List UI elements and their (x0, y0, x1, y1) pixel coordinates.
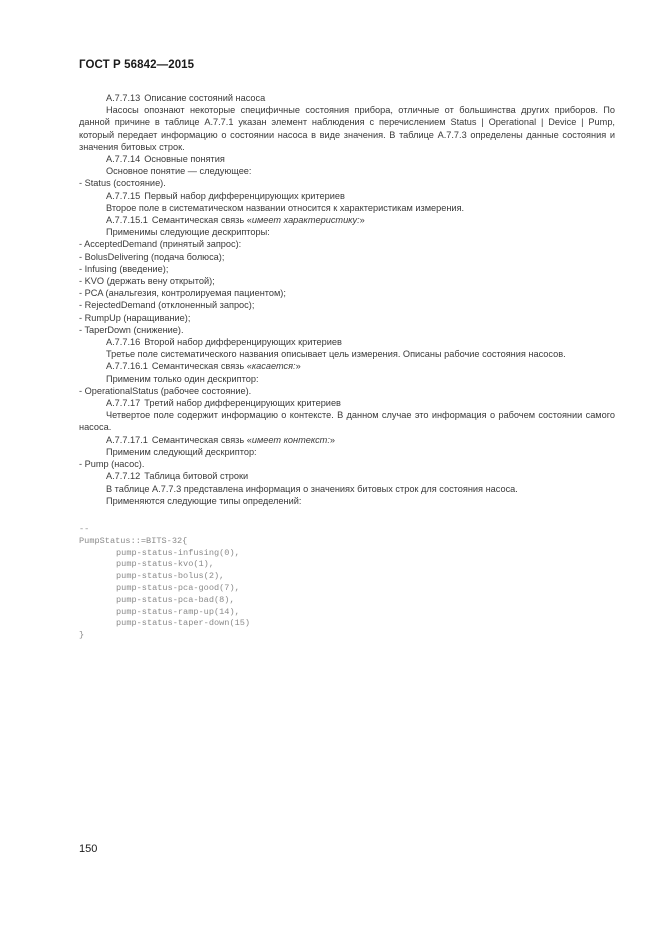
standard-header: ГОСТ Р 56842—2015 (79, 59, 195, 71)
body-paragraph: Насосы опознают некоторые специфичные состояния прибора, отличные от большинства других приборов. По данной причине в таблице А.7.7.1 указан элемент наблюдения с перечислением Status | Operational | Device | Pump, который передает информацию о состоянии насоса в виде значения. В таблице А.7.7.3 определены данные состояния и значения битовых строк. (79, 105, 615, 152)
body-paragraph: Второе поле в систематическом названии относится к характеристикам измерения. (106, 202, 465, 213)
closing-quote: » (359, 215, 365, 226)
body-paragraph: Четвертое поле содержит информацию о контексте. В данном случае это информация о рабочем состоянии самого насоса. (79, 410, 615, 433)
section-heading (79, 92, 615, 104)
section-title: Таблица битовой строки (144, 471, 249, 482)
relation-name: имеет характеристику: (251, 215, 360, 226)
section-heading (79, 190, 615, 202)
section-heading (79, 434, 615, 446)
section-title: Семантическая связь « (151, 215, 252, 226)
section-number: А.7.7.17.1 (106, 434, 148, 445)
section-number: А.7.7.15 (106, 190, 141, 201)
list-item: - BolusDelivering (подача болюса); (79, 251, 225, 262)
section-heading (79, 397, 615, 409)
body-paragraph: Применим только один дескриптор: (106, 373, 259, 384)
section-title: Основные понятия (144, 154, 225, 165)
code-line: PumpStatus::=BITS-32{ (79, 535, 188, 546)
section-number: А.7.7.13 (106, 93, 141, 103)
section-title: Семантическая связь « (151, 361, 252, 372)
section-title: Второй набор дифференцирующих критериев (144, 337, 342, 348)
body-paragraph: Применим следующий дескриптор: (106, 446, 257, 457)
list-item: - PCA (анальгезия, контролируемая пациентом); (79, 288, 286, 299)
section-heading (79, 360, 615, 372)
body-paragraph: Третье поле систематического названия описывает цель измерения. Описаны рабочие состояния насосов. (106, 349, 566, 360)
code-line: pump-status-ramp-up(14), (116, 606, 240, 617)
page-number: 150 (79, 843, 98, 855)
code-line: pump-status-taper-down(15) (116, 618, 251, 629)
list-item: - RumpUp (наращивание); (79, 312, 191, 323)
relation-name: касается: (251, 361, 296, 372)
code-block (79, 524, 250, 642)
list-item: - Status (состояние). (79, 178, 166, 189)
list-item: - OperationalStatus (рабочее состояние). (79, 385, 252, 396)
closing-quote: » (329, 434, 335, 445)
code-line: pump-status-infusing(0), (116, 547, 240, 558)
section-number: А.7.7.12 (106, 471, 141, 482)
body-paragraph: В таблице А.7.7.3 представлена информация о значениях битовых строк для состояния насоса. (106, 483, 518, 494)
section-number: А.7.7.17 (106, 398, 141, 409)
list-item: - KVO (держать вену открытой); (79, 276, 215, 287)
section-title: Семантическая связь « (151, 434, 252, 445)
section-number: А.7.7.16 (106, 337, 141, 348)
section-title: Описание состояний насоса (144, 93, 266, 103)
section-number: А.7.7.15.1 (106, 215, 148, 226)
body-text (79, 92, 615, 507)
body-paragraph: Основное понятие — следующее: (106, 166, 252, 177)
list-item: - TaperDown (снижение). (79, 324, 184, 335)
code-line: -- (79, 524, 90, 534)
code-line: pump-status-kvo(1), (116, 559, 214, 570)
list-item: - Pump (насос). (79, 459, 145, 470)
section-title: Первый набор дифференцирующих критериев (144, 190, 345, 201)
body-paragraph: Применяются следующие типы определений: (106, 495, 302, 506)
section-title: Третий набор дифференцирующих критериев (144, 398, 341, 409)
list-item: - Infusing (введение); (79, 263, 169, 274)
section-heading (79, 336, 615, 348)
closing-quote: » (295, 361, 301, 372)
section-number: А.7.7.16.1 (106, 361, 148, 372)
code-line: pump-status-pca-bad(8), (116, 594, 235, 605)
list-item: - RejectedDemand (отклоненный запрос); (79, 300, 255, 311)
relation-name: имеет контекст: (251, 434, 330, 445)
section-heading (79, 214, 615, 226)
section-number: А.7.7.14 (106, 154, 141, 165)
code-line: } (79, 630, 85, 641)
code-line: pump-status-bolus(2), (116, 571, 225, 582)
body-paragraph: Применимы следующие дескрипторы: (106, 227, 270, 238)
code-line: pump-status-pca-good(7), (116, 582, 240, 593)
section-heading (79, 470, 615, 482)
section-heading (79, 153, 615, 165)
list-item: - AcceptedDemand (принятый запрос): (79, 239, 242, 250)
